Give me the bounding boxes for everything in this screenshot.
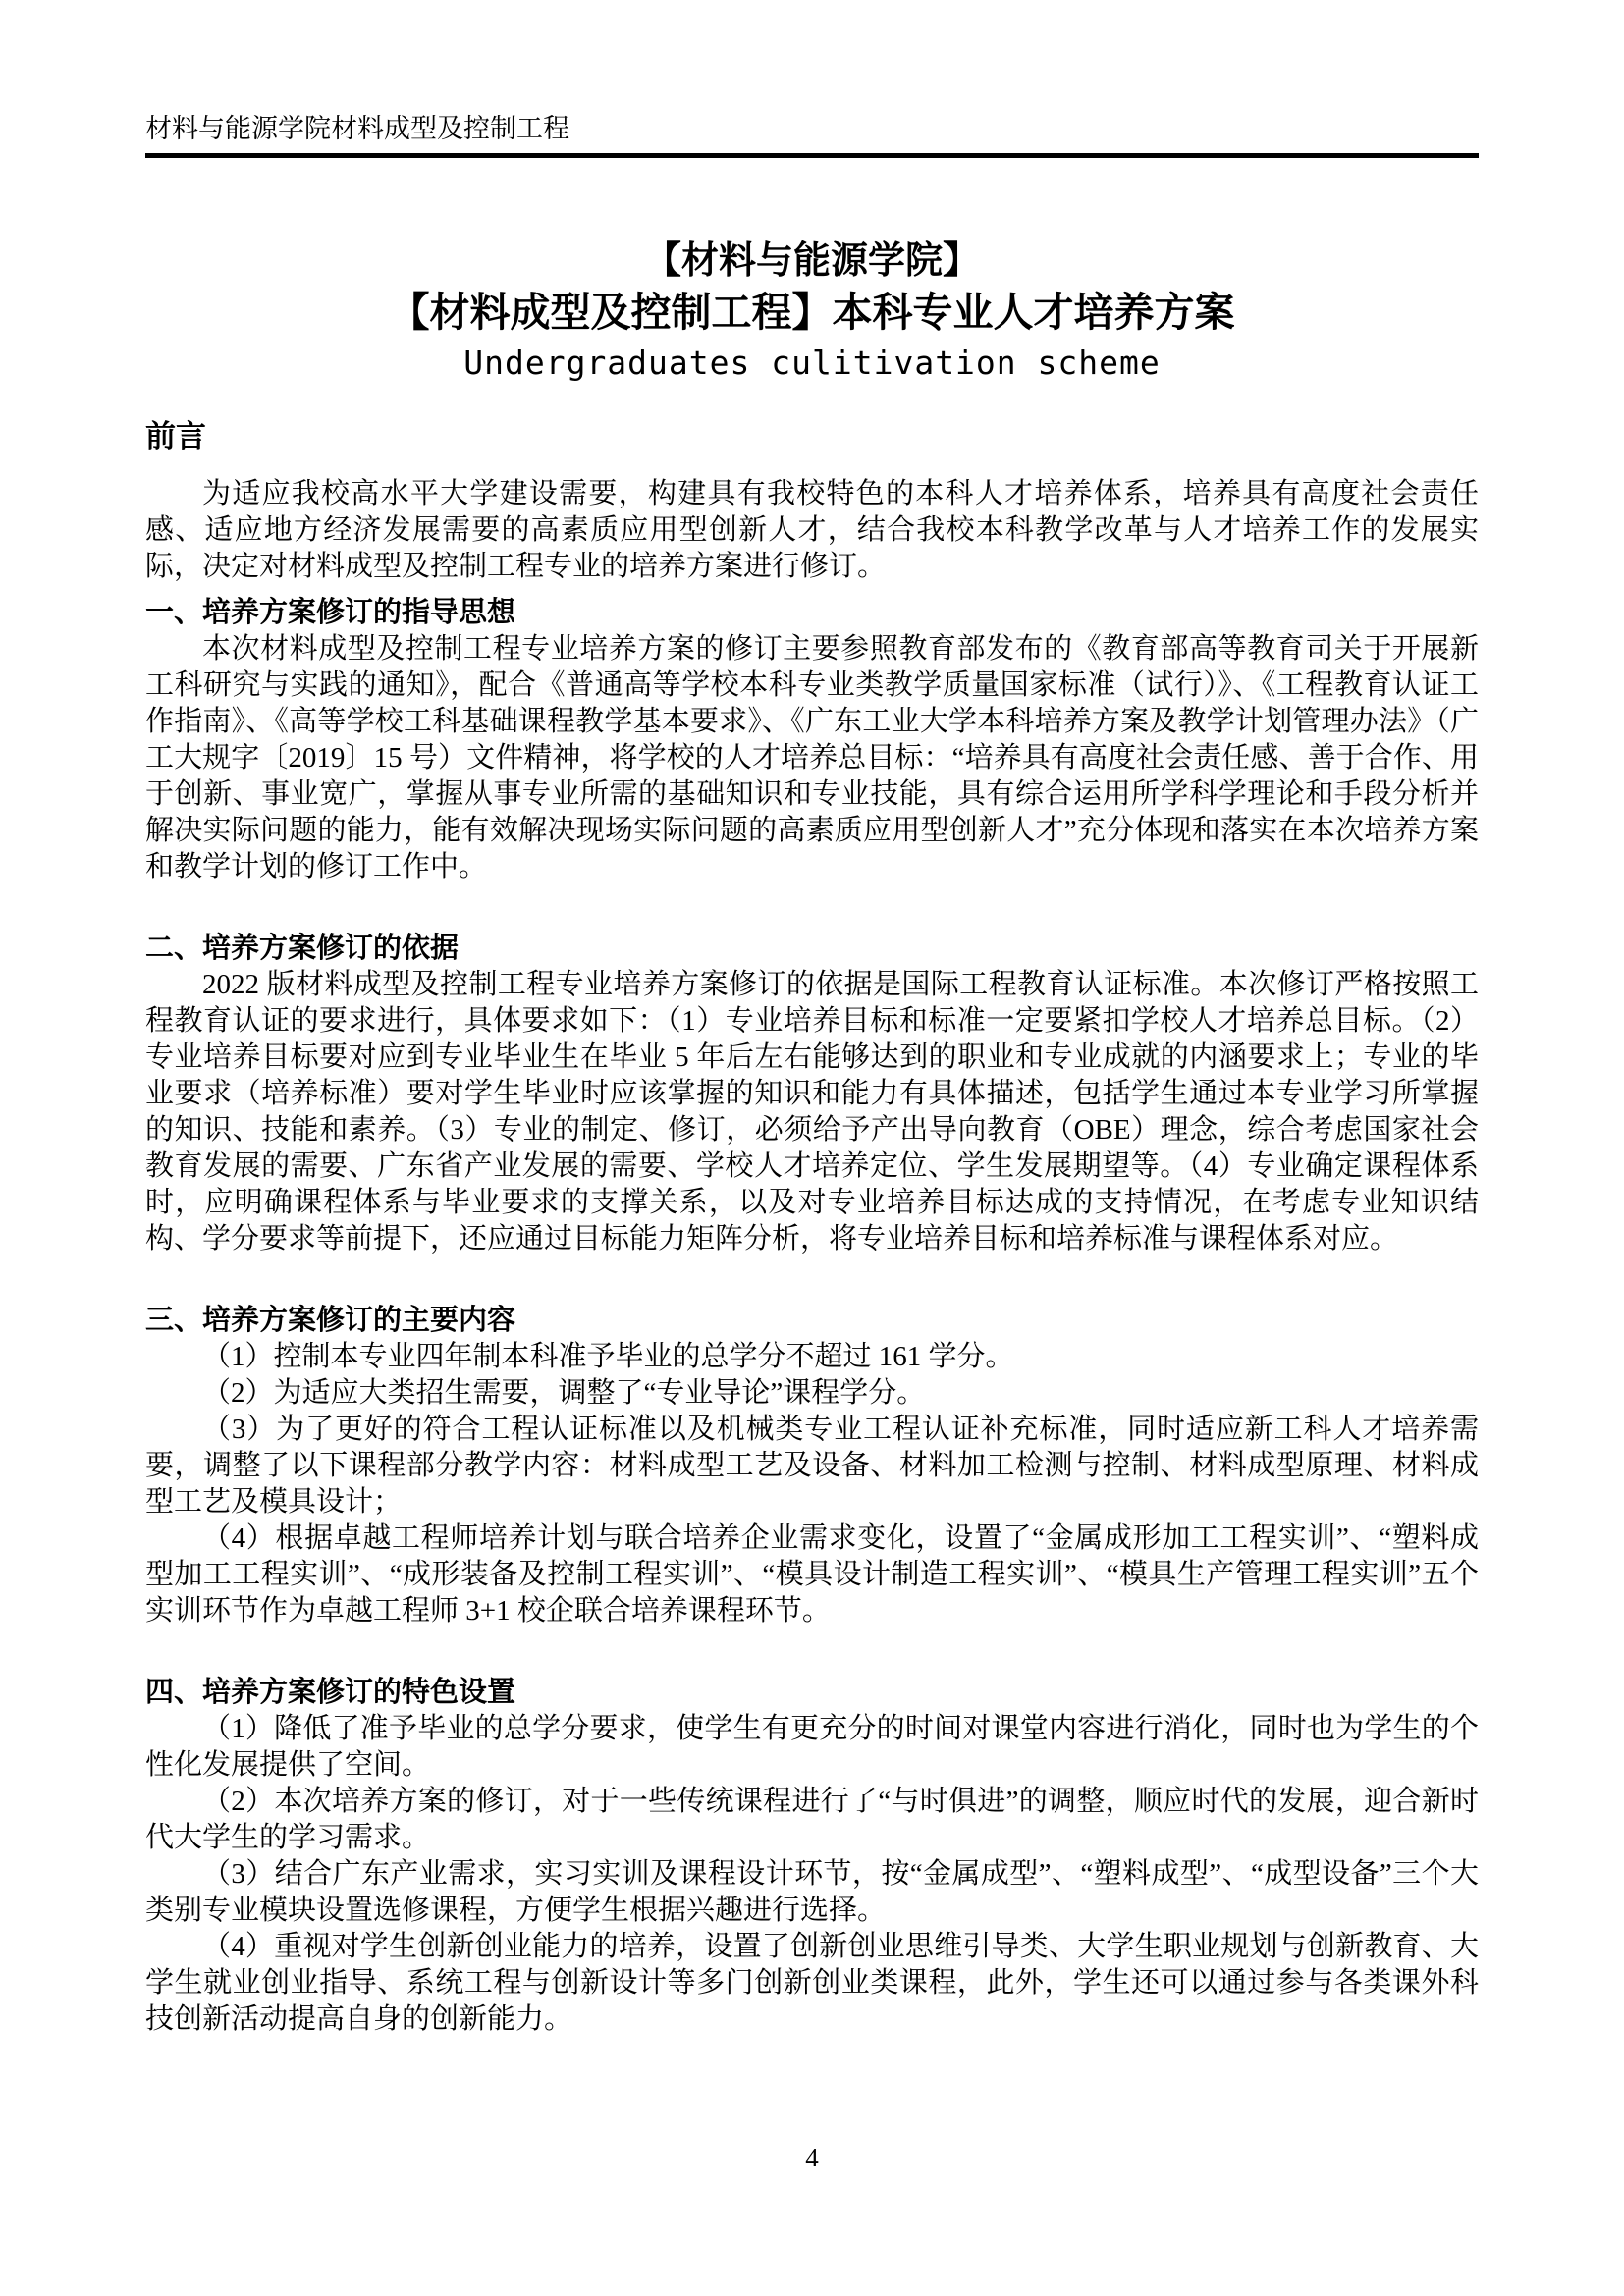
section-3-item-2: （2）为适应大类招生需要，调整了“专业导论”课程学分。 — [202, 1377, 926, 1409]
title-block — [145, 237, 1479, 384]
college-title: 【材料与能源学院】 — [643, 240, 980, 282]
section-2-paragraph: 2022 版材料成型及控制工程专业培养方案修订的依据是国际工程教育认证标准。本次修订严格按照工程教育认证的要求进行，具体要求如下：（1）专业培养目标和标准一定要紧扣学校人才培养总目标。（2）专业培养目标要对应到专业毕业生在毕业 5 年后左右能够达到的职业和专业成就的内涵要求上；专业的毕业要求（培养标准）要对学生毕业时应该掌握的知识和能力有具体描述，包括学生通过本专业学习所掌握的知识、技能和素养。（3）专业的制定、修订，必须给予产出导向教育（OBE）理念，综合考虑国家社会教育发展的需要、广东省产业发展的需要、学校人才培养定位、学生发展期望等。（4）专业确定课程体系时，应明确课程体系与毕业要求的支撑关系，以及对专业培养目标达成的支持情况，在考虑专业知识结构、学分要求等前提下，还应通过目标能力矩阵分析，将专业培养目标和培养标准与课程体系对应。 — [145, 969, 1479, 1255]
section-3-item-1: （1）控制本专业四年制本科准予毕业的总学分不超过 161 学分。 — [202, 1341, 1014, 1372]
preface-paragraph: 为适应我校高水平大学建设需要，构建具有我校特色的本科人才培养体系，培养具有高度社会责任感、适应地方经济发展需要的高素质应用型创新人才，结合我校本科教学改革与人才培养工作的发展实际，决定对材料成型及控制工程专业的培养方案进行修订。 — [145, 478, 1479, 582]
section-1-heading: 一、培养方案修订的指导思想 — [145, 597, 516, 628]
page-header — [145, 0, 1479, 158]
english-subtitle: Undergraduates culitivation scheme — [463, 344, 1161, 382]
section-3-item-4: （4）根据卓越工程师培养计划与联合培养企业需求变化，设置了“金属成形加工工程实训”、“塑料成型加工工程实训”、“成形装备及控制工程实训”、“模具设计制造工程实训”、“模具生产管理工程实训”五个实训环节作为卓越工程师 3+1 校企联合培养课程环节。 — [145, 1522, 1479, 1627]
section-4-item-1: （1）降低了准予毕业的总学分要求，使学生有更充分的时间对课堂内容进行消化，同时也为学生的个性化发展提供了空间。 — [145, 1713, 1479, 1781]
section-4-item-4: （4）重视对学生创新创业能力的培养，设置了创新创业思维引导类、大学生职业规划与创新教育、大学生就业创业指导、系统工程与创新设计等多门创新创业类课程，此外，学生还可以通过参与各类课外科技创新活动提高自身的创新能力。 — [145, 1931, 1479, 2035]
section-4-heading: 四、培养方案修订的特色设置 — [145, 1677, 516, 1708]
section-1-paragraph: 本次材料成型及控制工程专业培养方案的修订主要参照教育部发布的《教育部高等教育司关于开展新工科研究与实践的通知》，配合《普通高等学校本科专业类教学质量国家标准（试行）》、《工程教育认证工作指南》、《高等学校工科基础课程教学基本要求》、《广东工业大学本科培养方案及教学计划管理办法》（广工大规字〔2019〕15 号）文件精神，将学校的人才培养总目标：“培养具有高度社会责任感、善于合作、用于创新、事业宽广，掌握从事专业所需的基础知识和专业技能，具有综合运用所学科学理论和手段分析并解决实际问题的能力，能有效解决现场实际问题的高素质应用型创新人才”充分体现和落实在本次培养方案和教学计划的修订工作中。 — [145, 633, 1479, 882]
section-4-item-2: （2）本次培养方案的修订，对于一些传统课程进行了“与时俱进”的调整，顺应时代的发展，迎合新时代大学生的学习需求。 — [145, 1786, 1479, 1853]
section-4-item-3: （3）结合广东产业需求，实习实训及课程设计环节，按“金属成型”、“塑料成型”、“成型设备”三个大类别专业模块设置选修课程，方便学生根据兴趣进行选择。 — [145, 1858, 1479, 1926]
preface-heading: 前言 — [145, 419, 206, 454]
section-2-heading: 二、培养方案修订的依据 — [145, 933, 460, 964]
page-number: 4 — [805, 2143, 819, 2172]
major-title: 【材料成型及控制工程】本科专业人才培养方案 — [389, 290, 1235, 335]
section-3-item-3: （3）为了更好的符合工程认证标准以及机械类专业工程认证补充标准，同时适应新工科人才培养需要，调整了以下课程部分教学内容：材料成型工艺及设备、材料加工检测与控制、材料成型原理、材料成型工艺及模具设计； — [145, 1414, 1479, 1518]
section-3-heading: 三、培养方案修订的主要内容 — [145, 1305, 516, 1336]
header-text: 材料与能源学院材料成型及控制工程 — [145, 114, 569, 143]
